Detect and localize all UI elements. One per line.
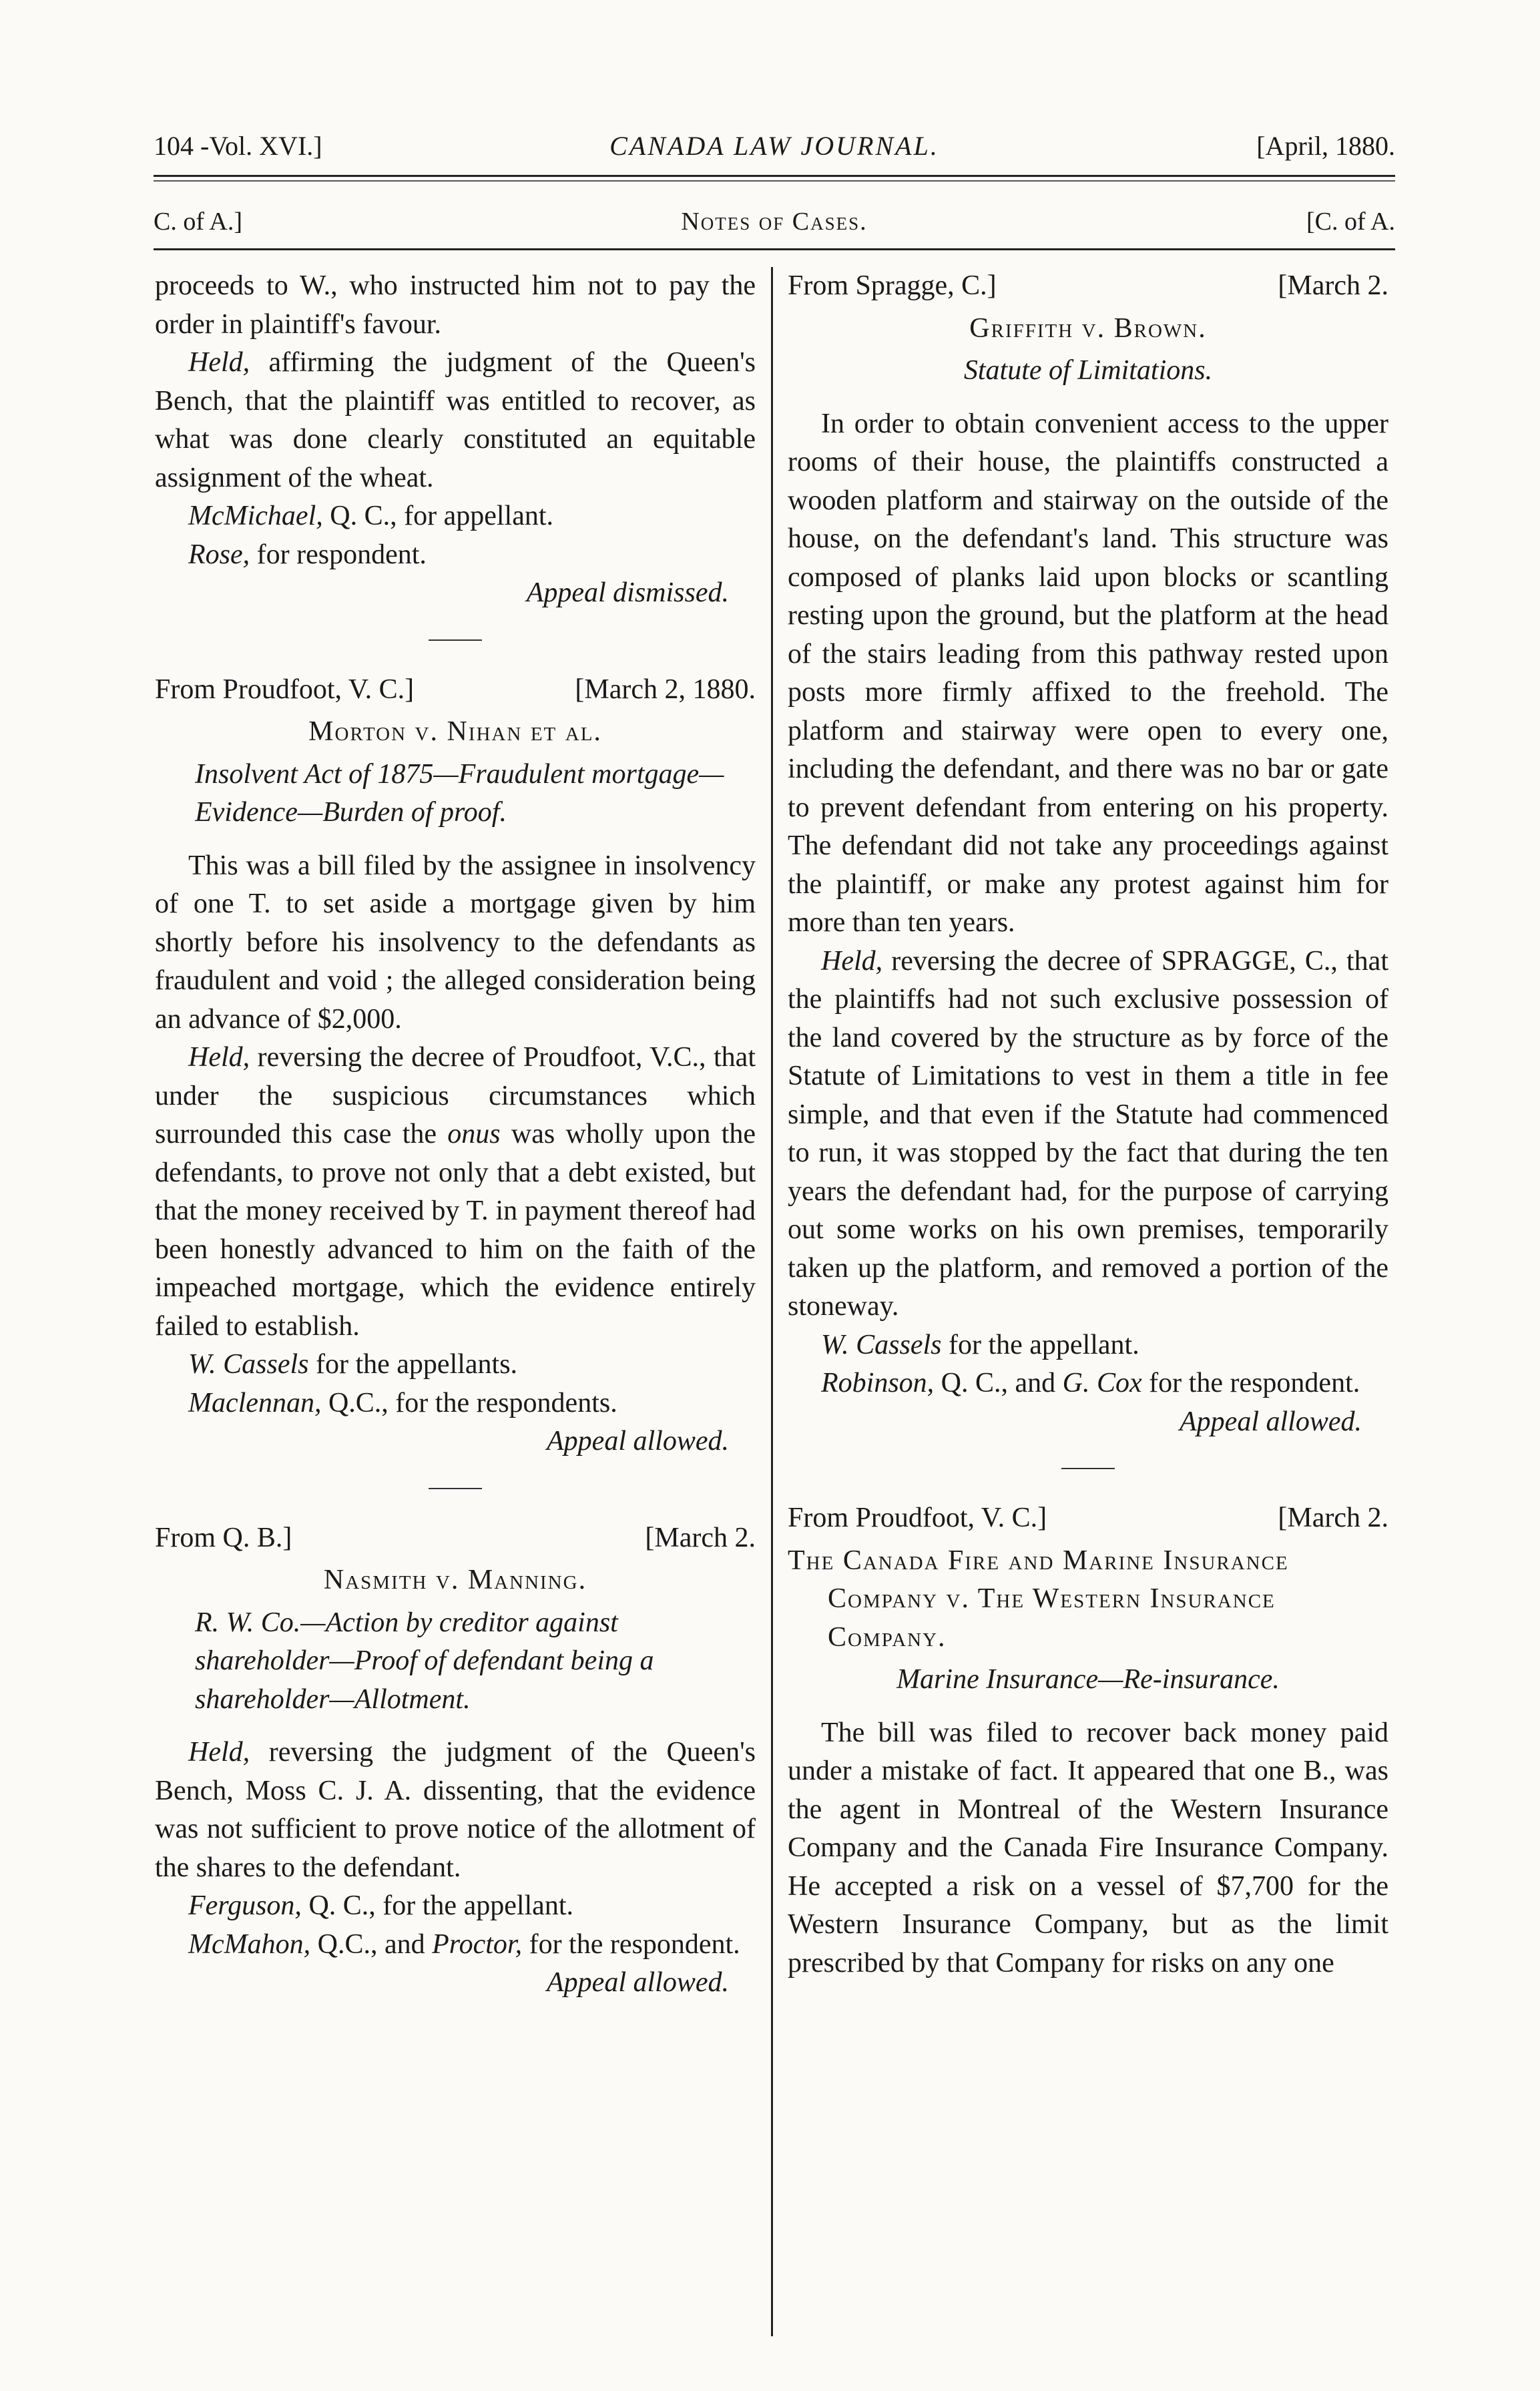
case-source: From Proudfoot, V. C.] (788, 1503, 1047, 1533)
held-paragraph (155, 1039, 756, 1346)
held-text: reversing the judgment of the Queen's Bench, Moss C. J. A. dissenting, that the evidence was not sufficient to prove notice of the allotment of the shares to the defendant. (155, 1737, 756, 1883)
case-source-line (788, 267, 1388, 306)
counsel-line (155, 497, 756, 536)
section-header (154, 207, 1395, 244)
right-column (788, 267, 1388, 1982)
held-label: Held, (821, 945, 883, 977)
case-title: The Canada Fire and Marine Insurance Company v. The Western Insurance Company. (788, 1545, 1289, 1653)
running-header (154, 130, 1395, 170)
counsel-name: Robinson, (821, 1368, 935, 1398)
held-paragraph (155, 1734, 756, 1887)
case-result: Appeal allowed. (1180, 1406, 1362, 1437)
held-label: Held, (188, 347, 250, 378)
counsel-role: Q.C., and (310, 1928, 433, 1960)
case-date: [March 2. (1278, 1503, 1388, 1533)
held-label: Held, (188, 1737, 250, 1768)
counsel-name: Maclennan, (188, 1387, 322, 1418)
case-subject: Insolvent Act of 1875—Fraudulent mortgage—Evidence—Burden of proof. (195, 758, 724, 828)
counsel-name: Proctor, (432, 1928, 523, 1960)
journal-title: CANADA LAW JOURNAL. (609, 131, 939, 161)
held-text: reversing the decree of Proudfoot, V.C., that under the suspicious circumstances which surrounded this case the (155, 1042, 756, 1149)
case-source-line (155, 1519, 756, 1558)
counsel-line (155, 1346, 756, 1384)
counsel-name: McMahon, (188, 1928, 311, 1960)
counsel-line (788, 1364, 1388, 1403)
counsel-name: W. Cassels (821, 1329, 942, 1360)
counsel-line (155, 1926, 756, 1964)
counsel-name: G. Cox (1062, 1368, 1142, 1398)
header-rule (154, 175, 1395, 177)
counsel-line (155, 1384, 756, 1423)
case-separator (429, 1488, 482, 1489)
counsel-role: for respondent. (250, 539, 427, 570)
held-text: was wholly upon the defendants, to prove not only that a debt existed, but that the money received by T. in payment thereof had been honestly advanced to him on the faith of the impeached mortgage, which the evidence entirely failed to establish. (155, 1119, 756, 1342)
column-divider (771, 267, 773, 2336)
case-title: Nasmith v. Manning. (323, 1565, 587, 1595)
held-text: reversing the decree of SPRAGGE, C., that the plaintiffs had not such exclusive possession of the land covered by the structure as by force of the Statute of Limitations to vest in them a title in fee simple, and that even if the Statute had commenced to run, it was stopped by the fact that during the ten years the defendant had, for the purpose of carrying out some works on his own premises, temporarily taken up the platform, and removed a portion of the stoneway. (788, 945, 1388, 1322)
case-date: [March 2, 1880. (575, 674, 756, 705)
case-subject: R. W. Co.—Action by creditor against shareholder—Proof of defendant being a shareholder—Allotment. (195, 1607, 654, 1715)
held-paragraph (155, 344, 756, 497)
case-title: Griffith v. Brown. (969, 312, 1207, 344)
case-date: [March 2. (1278, 270, 1388, 301)
counsel-name: Rose, (188, 539, 250, 570)
issue-date: [April, 1880. (1256, 131, 1395, 161)
case-source: From Q. B.] (155, 1522, 292, 1553)
header-rule-secondary (154, 180, 1395, 182)
counsel-name: Ferguson, (188, 1890, 302, 1921)
counsel-role: Q. C., for the appellant. (301, 1890, 573, 1921)
counsel-role: for the appellant. (941, 1329, 1139, 1360)
counsel-role: Q. C., for appellant. (322, 501, 553, 531)
counsel-name: McMichael, (188, 501, 323, 531)
case-title: Morton v. Nihan et al. (308, 716, 602, 747)
case-subject: Marine Insurance—Re-insurance. (896, 1664, 1280, 1695)
case-body: In order to obtain convenient access to the upper rooms of their house, the plaintiffs constructed a wooden platform and stairway on the outside of the house, on the defendant's land. This structure was composed of planks laid upon blocks or scantling resting upon the ground, but the platform at the head of the stairs leading from this pathway rested upon posts more firmly affixed to the freehold. The platform and stairway were open to every one, including the defendant, and there was no bar or gate to prevent defendant from entering on his property. The defendant did not take any proceedings against the plaintiff, or make any protest against him for more than ten years. (788, 408, 1388, 938)
case-result: Appeal allowed. (547, 1426, 729, 1456)
case-source: From Spragge, C.] (788, 270, 997, 301)
section-title: Notes of Cases. (681, 208, 868, 236)
court-right: [C. of A. (1306, 208, 1395, 236)
counsel-role: Q. C., and (934, 1368, 1063, 1398)
counsel-role: for the respondent. (522, 1928, 740, 1960)
page-volume: 104 -Vol. XVI.] (154, 131, 322, 161)
counsel-line (788, 1326, 1388, 1365)
case-body: The bill was filed to recover back money paid under a mistake of fact. It appeared that one B., was the agent in Montreal of the Western Insurance Company and the Canada Fire Insurance Company. He accepted a risk on a vessel of $7,700 for the Western Insurance Company, but as the limit prescribed by that Company for risks on any one (788, 1717, 1388, 1978)
section-rule (154, 248, 1395, 250)
case-date: [March 2. (645, 1522, 756, 1553)
counsel-name: W. Cassels (188, 1349, 309, 1380)
held-emphasis: onus (447, 1119, 501, 1149)
held-paragraph (788, 943, 1388, 1326)
case-separator (429, 639, 482, 641)
left-column (155, 267, 756, 2003)
case-source-line (155, 671, 756, 710)
counsel-role: for the appellants. (308, 1349, 518, 1380)
case-result: Appeal allowed. (547, 1967, 729, 1998)
case-source: From Proudfoot, V. C.] (155, 674, 415, 705)
case-separator (1061, 1468, 1115, 1469)
case-body: This was a bill filed by the assignee in insolvency of one T. to set aside a mortgage given by him shortly before his insolvency to the defendants as fraudulent and void ; the alleged consideration being an advance of $2,000. (155, 850, 756, 1035)
continuation-text: proceeds to W., who instructed him not to pay the order in plaintiff's favour. (155, 270, 756, 340)
counsel-role: Q.C., for the respondents. (321, 1387, 617, 1418)
case-source-line (788, 1499, 1388, 1538)
case-result: Appeal dismissed. (526, 577, 729, 608)
counsel-line (155, 536, 756, 575)
counsel-role: for the respondent. (1141, 1368, 1360, 1398)
held-label: Held, (188, 1042, 250, 1073)
counsel-line (155, 1887, 756, 1926)
case-subject: Statute of Limitations. (963, 355, 1213, 386)
held-text: affirming the judgment of the Queen's Bench, that the plaintiff was entitled to recover, as what was done clearly constituted an equitable assignment of the wheat. (155, 347, 756, 493)
court-left: C. of A.] (154, 208, 242, 236)
